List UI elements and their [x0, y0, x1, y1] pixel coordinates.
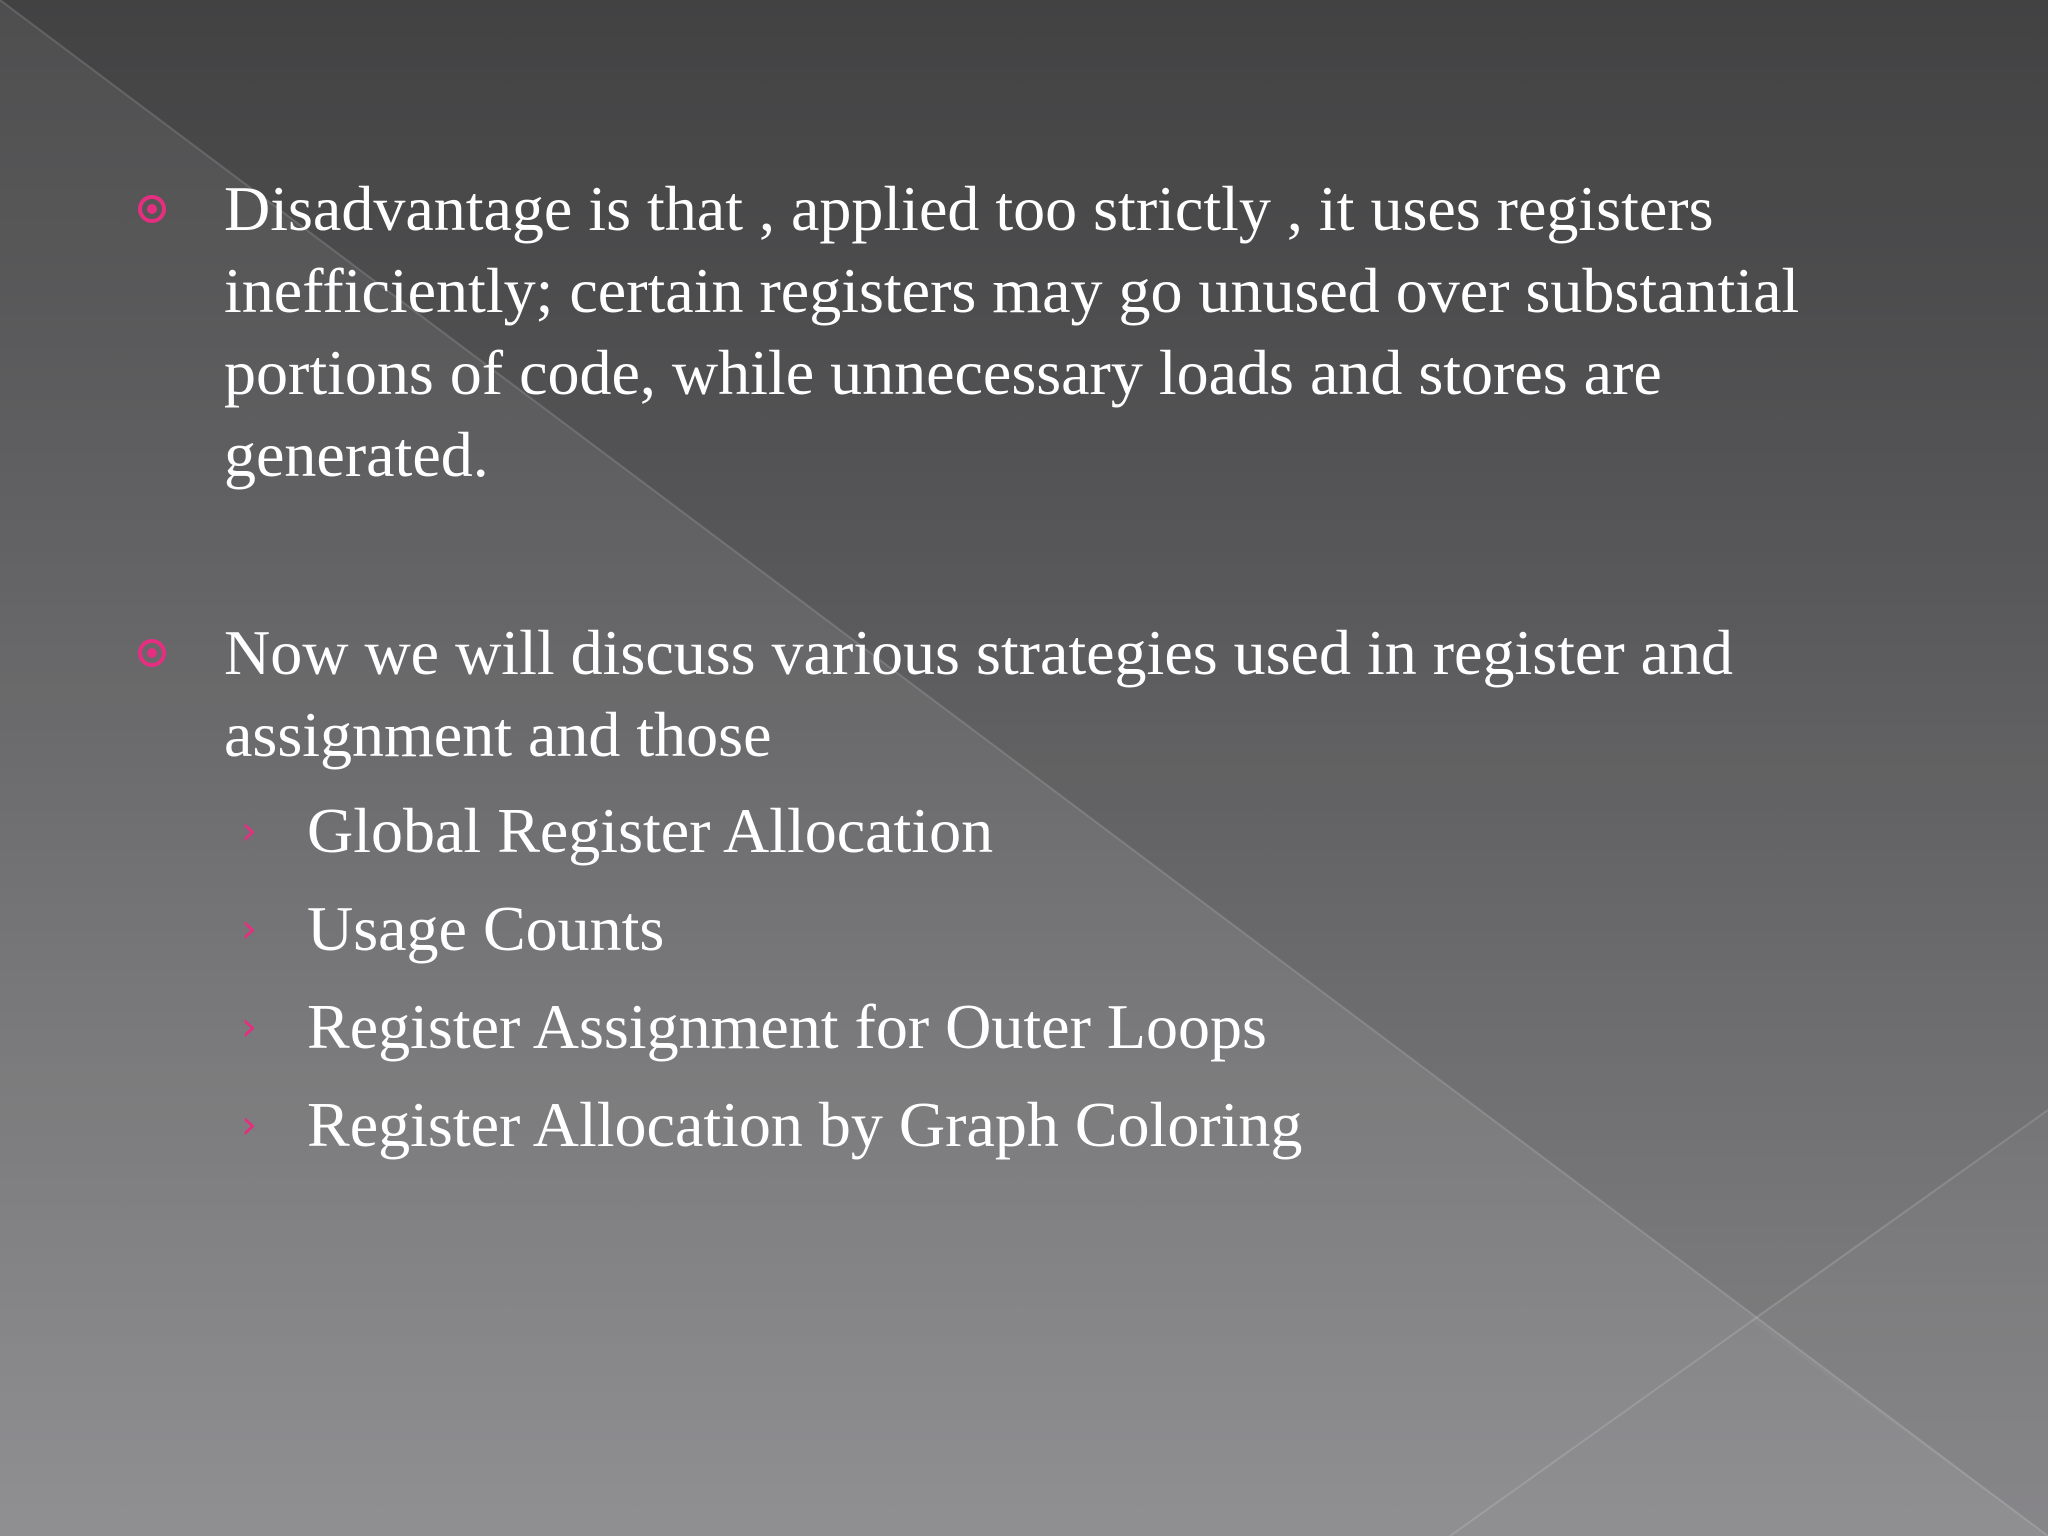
sub-bullet-item [241, 790, 1302, 888]
bullet-text: Now we will discuss various strategies used in register and assignment and those [224, 617, 1734, 770]
bullet-item [224, 168, 1924, 496]
sub-bullet-text: Global Register Allocation [307, 795, 994, 866]
bullet-item [224, 612, 1924, 776]
target-bullet-icon [138, 639, 166, 667]
chevron-right-icon: › [241, 808, 257, 854]
sub-bullet-item [241, 1084, 1303, 1182]
chevron-right-icon: › [241, 906, 257, 952]
chevron-right-icon: › [241, 1004, 257, 1050]
sub-bullet-text: Usage Counts [307, 893, 665, 964]
sub-bullet-item [241, 888, 1302, 986]
target-bullet-icon [138, 195, 166, 223]
chevron-right-icon: › [241, 1102, 257, 1148]
bullet-text: Disadvantage is that , applied too strictly , it uses registers inefficiently; certain registers may go unused over substantial portions of code, while unnecessary loads and stores are generated. [224, 173, 1800, 490]
sub-bullet-item [241, 986, 1302, 1084]
sub-bullet-list [241, 790, 1303, 1182]
sub-bullet-text: Register Allocation by Graph Coloring [307, 1089, 1303, 1160]
sub-bullet-text: Register Assignment for Outer Loops [307, 991, 1267, 1062]
